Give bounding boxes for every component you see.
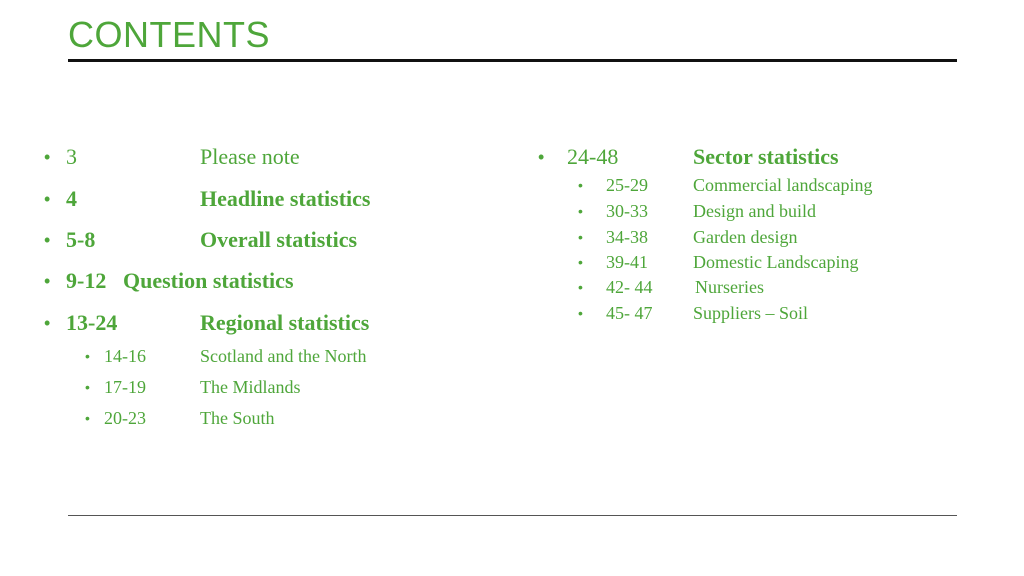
bullet-icon: •: [44, 230, 51, 250]
toc-page-range: 45- 47: [606, 303, 653, 323]
toc-link-domestic-landscaping[interactable]: [606, 251, 858, 273]
toc-page-range: 34-38: [606, 227, 648, 247]
toc-label: Scotland and the North: [200, 346, 367, 366]
bullet-icon: •: [44, 313, 51, 333]
toc-page-range: 24-48: [567, 144, 619, 169]
toc-link-garden-design[interactable]: [606, 226, 797, 248]
bullet-icon: •: [44, 189, 51, 209]
toc-page-range: 13-24: [66, 310, 118, 335]
toc-label: Please note: [200, 144, 300, 169]
toc-link-design-and-build[interactable]: [606, 200, 816, 222]
bullet-icon: •: [578, 203, 583, 219]
bullet-icon: •: [85, 348, 90, 364]
toc-label: Question statistics: [123, 268, 294, 293]
toc-link-the-midlands[interactable]: [104, 376, 301, 398]
toc-page-range: 30-33: [606, 201, 648, 221]
bullet-icon: •: [44, 271, 51, 291]
toc-label: Commercial landscaping: [693, 175, 873, 195]
toc-page-range: 17-19: [104, 377, 146, 397]
toc-page-range: 14-16: [104, 346, 146, 366]
toc-link-suppliers-soil[interactable]: [606, 302, 808, 324]
toc-link-sector-statistics[interactable]: [567, 144, 839, 170]
bullet-icon: •: [538, 147, 545, 167]
footer-divider: [68, 515, 957, 516]
toc-link-please-note[interactable]: [66, 144, 300, 170]
toc-label: Nurseries: [695, 277, 764, 297]
toc-label: Headline statistics: [200, 186, 371, 211]
toc-label: Suppliers – Soil: [693, 303, 809, 323]
toc-page-range: 9-12: [66, 268, 107, 293]
toc-link-regional-statistics[interactable]: [66, 310, 369, 336]
bullet-icon: •: [578, 305, 583, 321]
toc-link-the-south[interactable]: [104, 407, 275, 429]
toc-link-commercial-landscaping[interactable]: [606, 174, 872, 196]
toc-page-range: 4: [66, 186, 77, 211]
toc-link-question-statistics[interactable]: [66, 268, 294, 294]
page-title: CONTENTS: [68, 14, 270, 55]
toc-link-overall-statistics[interactable]: [66, 227, 357, 253]
toc-label: Design and build: [693, 201, 816, 221]
toc-label: Garden design: [693, 227, 798, 247]
toc-label: Sector statistics: [693, 144, 839, 169]
bullet-icon: •: [578, 279, 583, 295]
toc-label: The South: [200, 408, 275, 428]
bullet-icon: •: [578, 254, 583, 270]
toc-page-range: 20-23: [104, 408, 146, 428]
bullet-icon: •: [578, 229, 583, 245]
toc-page-range: 5-8: [66, 227, 96, 252]
toc-page-range: 42- 44: [606, 277, 653, 297]
toc-page-range: 3: [66, 144, 77, 169]
toc-label: The Midlands: [200, 377, 301, 397]
bullet-icon: •: [85, 410, 90, 426]
toc-page-range: 39-41: [606, 252, 648, 272]
title-divider: [68, 59, 957, 62]
bullet-icon: •: [578, 177, 583, 193]
bullet-icon: •: [85, 379, 90, 395]
toc-link-nurseries[interactable]: [606, 276, 764, 298]
toc-label: Regional statistics: [200, 310, 370, 335]
toc-label: Domestic Landscaping: [693, 252, 859, 272]
toc-link-headline-statistics[interactable]: [66, 186, 371, 212]
toc-label: Overall statistics: [200, 227, 358, 252]
toc-page-range: 25-29: [606, 175, 648, 195]
toc-link-scotland-and-the-north[interactable]: [104, 345, 366, 367]
bullet-icon: •: [44, 147, 51, 167]
